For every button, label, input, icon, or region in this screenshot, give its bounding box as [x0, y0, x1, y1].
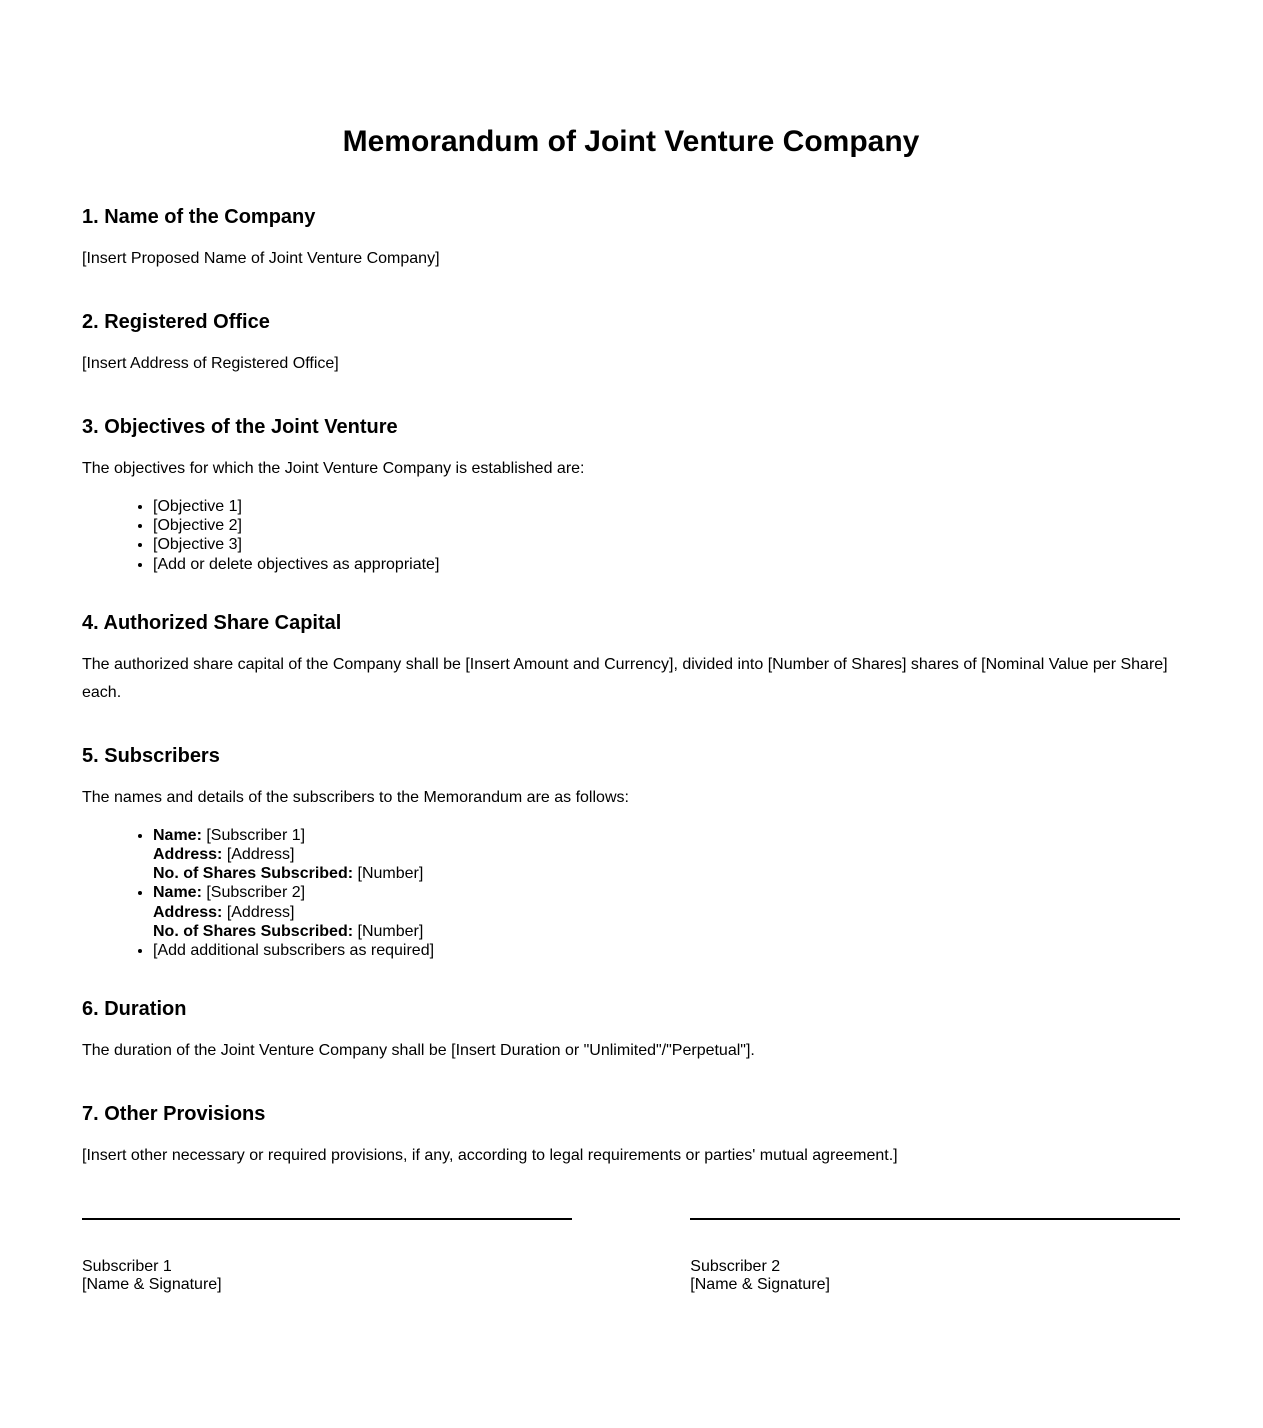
subscriber-shares-label: No. of Shares Subscribed:	[153, 865, 354, 883]
subscriber-shares-label: No. of Shares Subscribed:	[153, 922, 354, 940]
subscriber-name-value: [Subscriber 2]	[206, 884, 306, 902]
section-other-provisions-heading: 7. Other Provisions	[82, 1103, 266, 1126]
section-duration	[82, 998, 1180, 1065]
subscriber-address-label: Address:	[153, 903, 223, 921]
signature-text	[690, 1258, 1180, 1295]
signature-party: Subscriber 1	[82, 1258, 172, 1276]
signature-party: Subscriber 2	[690, 1258, 781, 1276]
section-subscribers	[82, 745, 1180, 960]
section-objectives	[82, 416, 1180, 574]
objectives-list-item: • [Add or delete objectives as appropriate]	[153, 555, 1180, 574]
signature-text	[82, 1258, 572, 1295]
subscriber-shares-value: [Number]	[357, 865, 424, 883]
section-other-provisions-body: [Insert other necessary or required provisions, if any, according to legal requirements or parties' mutual agreement.]	[82, 1147, 898, 1165]
signature-row	[82, 1218, 1180, 1295]
signature-block-subscriber-1	[82, 1218, 572, 1295]
subscriber-name-label: Name:	[153, 826, 202, 844]
signature-placeholder: [Name & Signature]	[690, 1276, 830, 1294]
section-objectives-intro: The objectives for which the Joint Venture Company is established are:	[82, 460, 585, 477]
subscribers-list-note: • [Add additional subscribers as required]	[153, 941, 1180, 960]
subscribers-list	[82, 826, 1180, 960]
objectives-list-item: • [Objective 1]	[153, 497, 1180, 516]
section-share-capital-heading: 4. Authorized Share Capital	[82, 611, 342, 634]
section-share-capital-body: The authorized share capital of the Company shall be [Insert Amount and Currency], divided into [Number of Shares] shares of [Nominal Value per Share] each.	[82, 655, 1168, 701]
section-name-of-company-body: [Insert Proposed Name of Joint Venture Company]	[82, 250, 440, 267]
subscriber-entry	[153, 883, 1180, 941]
objectives-list	[82, 497, 1180, 574]
subscriber-entry	[153, 826, 1180, 884]
section-duration-body: The duration of the Joint Venture Company shall be [Insert Duration or "Unlimited"/"Perpetual"].	[82, 1042, 755, 1060]
section-duration-heading: 6. Duration	[82, 998, 187, 1021]
objectives-list-item: • [Objective 3]	[153, 535, 1180, 554]
section-name-of-company	[82, 206, 1180, 273]
subscriber-shares-value: [Number]	[357, 922, 424, 940]
subscriber-address-value: [Address]	[226, 845, 295, 863]
subscriber-name-label: Name:	[153, 884, 202, 902]
section-subscribers-intro: The names and details of the subscribers to the Memorandum are as follows:	[82, 788, 629, 806]
section-registered-office-heading: 2. Registered Office	[82, 311, 270, 333]
section-subscribers-heading: 5. Subscribers	[82, 744, 220, 767]
section-share-capital	[82, 612, 1180, 707]
signature-block-subscriber-2	[690, 1218, 1180, 1295]
section-name-of-company-heading: 1. Name of the Company	[82, 206, 316, 228]
objectives-list-item: • [Objective 2]	[153, 516, 1180, 535]
subscriber-name-value: [Subscriber 1]	[206, 826, 306, 844]
section-objectives-heading: 3. Objectives of the Joint Venture	[82, 416, 398, 438]
section-registered-office-body: [Insert Address of Registered Office]	[82, 355, 339, 372]
subscriber-address-value: [Address]	[226, 903, 295, 921]
section-other-provisions	[82, 1103, 1180, 1170]
signature-placeholder: [Name & Signature]	[82, 1276, 222, 1294]
subscriber-address-label: Address:	[153, 845, 223, 863]
document-title: Memorandum of Joint Venture Company	[342, 125, 920, 158]
section-registered-office	[82, 311, 1180, 378]
